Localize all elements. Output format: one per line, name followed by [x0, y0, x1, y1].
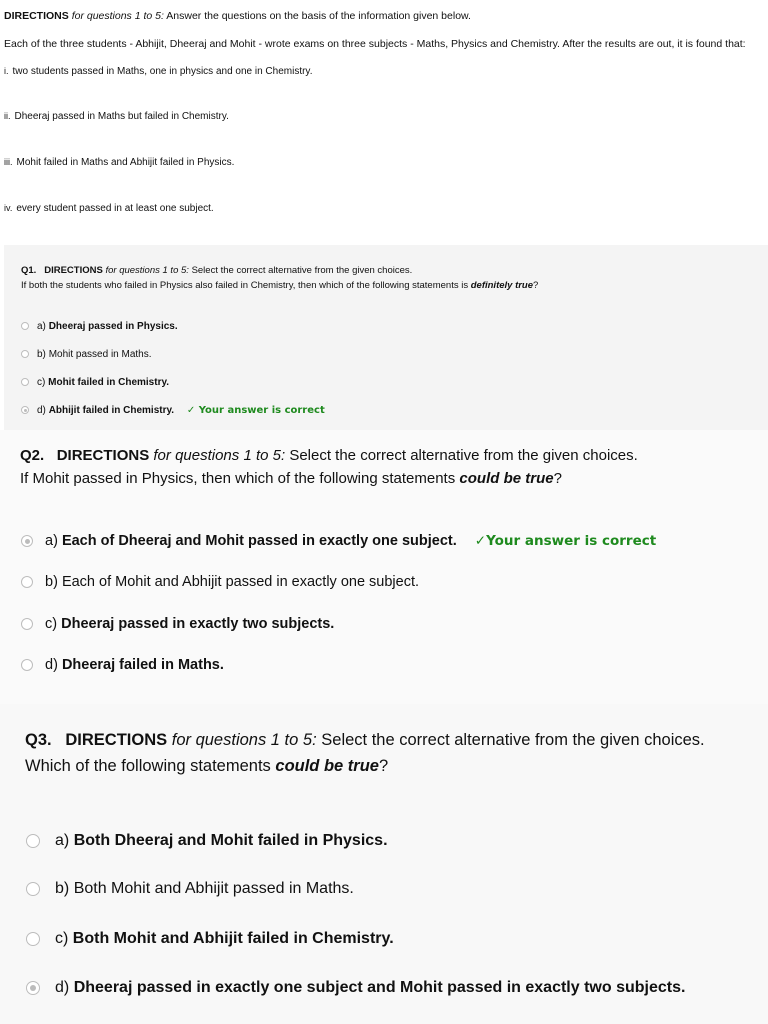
radio-button[interactable]	[21, 406, 29, 414]
option-c[interactable]: c) Both Mohit and Abhijit failed in Chemistry.	[26, 930, 394, 948]
option-a[interactable]: a) Each of Dheeraj and Mohit passed in exactly one subject. ✓Your answer is correct	[21, 533, 656, 549]
radio-button[interactable]	[21, 535, 33, 547]
option-c[interactable]: c) Dheeraj passed in exactly two subjects.	[21, 616, 334, 632]
question-3	[0, 704, 768, 1024]
question-stem: If Mohit passed in Physics, then which of the following statements could be true?	[20, 470, 562, 487]
radio-button[interactable]	[21, 322, 29, 330]
correct-feedback: ✓Your answer is correct	[474, 533, 657, 549]
radio-button[interactable]	[21, 378, 29, 386]
check-icon: ✓	[474, 533, 487, 549]
condition-item: i. two students passed in Maths, one in physics and one in Chemistry.	[4, 66, 313, 77]
option-b[interactable]: b) Both Mohit and Abhijit passed in Maths.	[26, 880, 354, 898]
option-a[interactable]: a) Dheeraj passed in Physics.	[21, 321, 178, 332]
passage-intro: Each of the three students - Abhijit, Dheeraj and Mohit - wrote exams on three subjects - Maths, Physics and Chemistry. After the results are out, it is found that:	[4, 38, 746, 50]
option-d[interactable]: d) Dheeraj passed in exactly one subject and Mohit passed in exactly two subjects.	[26, 979, 685, 997]
option-a[interactable]: a) Both Dheeraj and Mohit failed in Physics.	[26, 832, 388, 850]
check-icon: ✓	[186, 405, 196, 416]
condition-item: iv. every student passed in at least one subject.	[4, 203, 214, 214]
question-header: Q2. DIRECTIONS for questions 1 to 5: Select the correct alternative from the given choices.	[20, 447, 638, 464]
passage-section	[0, 0, 768, 243]
option-d[interactable]: d) Dheeraj failed in Maths.	[21, 657, 224, 673]
correct-feedback: ✓ Your answer is correct	[186, 405, 325, 416]
passage-directions: DIRECTIONS for questions 1 to 5: Answer the questions on the basis of the information given below.	[4, 10, 471, 22]
radio-button[interactable]	[26, 932, 40, 946]
radio-button[interactable]	[21, 350, 29, 358]
option-d[interactable]: d) Abhijit failed in Chemistry. ✓ Your answer is correct	[21, 405, 325, 416]
question-stem: If both the students who failed in Physics also failed in Chemistry, then which of the following statements is definitely true?	[21, 280, 539, 291]
radio-button[interactable]	[26, 981, 40, 995]
option-c[interactable]: c) Mohit failed in Chemistry.	[21, 377, 169, 388]
question-header: Q3. DIRECTIONS for questions 1 to 5: Select the correct alternative from the given choices.	[25, 731, 705, 749]
question-header: Q1. DIRECTIONS for questions 1 to 5: Select the correct alternative from the given choices.	[21, 265, 413, 276]
radio-button[interactable]	[26, 882, 40, 896]
option-b[interactable]: b) Mohit passed in Maths.	[21, 349, 152, 360]
question-stem: Which of the following statements could be true?	[25, 757, 389, 775]
radio-button[interactable]	[21, 659, 33, 671]
condition-item: ii. Dheeraj passed in Maths but failed in Chemistry.	[4, 111, 229, 122]
option-b[interactable]: b) Each of Mohit and Abhijit passed in exactly one subject.	[21, 574, 419, 590]
condition-item: iii. Mohit failed in Maths and Abhijit failed in Physics.	[4, 157, 235, 168]
radio-button[interactable]	[21, 618, 33, 630]
radio-button[interactable]	[26, 834, 40, 848]
question-2	[0, 430, 768, 704]
question-1	[4, 245, 768, 430]
radio-button[interactable]	[21, 576, 33, 588]
